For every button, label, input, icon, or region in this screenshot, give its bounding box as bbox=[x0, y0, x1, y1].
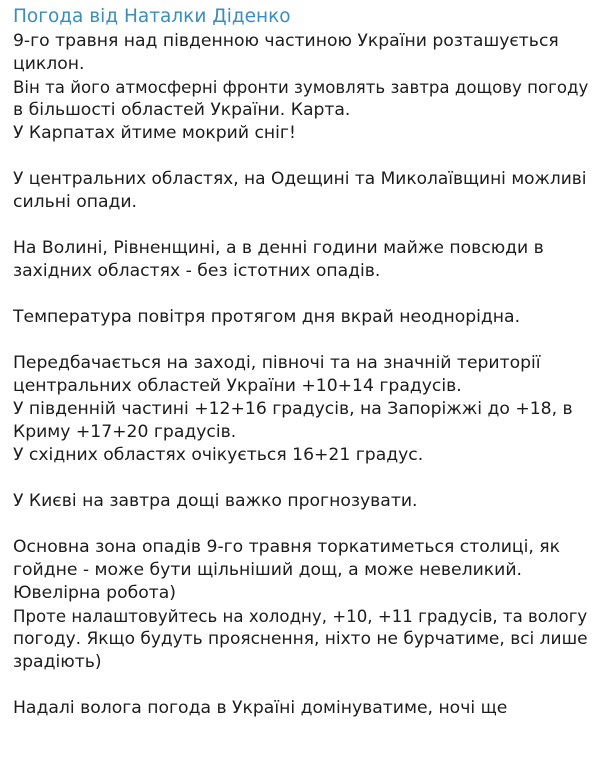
paragraph-gap bbox=[13, 214, 588, 237]
paragraph bbox=[13, 30, 588, 145]
paragraph-gap bbox=[13, 283, 588, 306]
text-line: 9-го травня над південною частиною України розташується bbox=[13, 31, 559, 51]
paragraph-gap bbox=[13, 329, 588, 352]
text-line: сильні опади. bbox=[13, 192, 138, 212]
paragraph bbox=[13, 352, 588, 467]
text-line: центральних областей України +10+14 градусів. bbox=[13, 376, 462, 396]
text-line: У Києві на завтра дощі важко прогнозувати. bbox=[13, 491, 418, 511]
channel-name-link[interactable]: Погода від Наталки Діденко bbox=[13, 6, 291, 27]
text-line: Він та його атмосферні фронти зумовлять завтра дощову погоду bbox=[13, 78, 589, 97]
text-line: західних областях - без істотних опадів. bbox=[13, 261, 381, 281]
text-line: Передбачається на заході, півночі та на значній території bbox=[13, 353, 541, 373]
paragraph bbox=[13, 697, 588, 720]
text-line: У південній частині +12+16 градусів, на Запоріжжі до +18, в bbox=[13, 399, 573, 419]
text-line: Проте налаштовуйтесь на холодну, +10, +11 градусів, та вологу bbox=[13, 607, 588, 626]
paragraph bbox=[13, 168, 588, 214]
text-line: циклон. bbox=[13, 54, 85, 74]
paragraph-gap bbox=[13, 674, 588, 697]
paragraph bbox=[13, 237, 588, 283]
paragraph bbox=[13, 306, 588, 329]
text-line: Температура повітря протягом дня вкрай неоднорідна. bbox=[13, 307, 521, 327]
text-line: гойдне - може бути щільніший дощ, а може невеликий. bbox=[13, 560, 522, 580]
text-line: в більшості областей України. Карта. bbox=[13, 100, 351, 120]
paragraph-gap bbox=[13, 467, 588, 490]
text-line: Криму +17+20 градусів. bbox=[13, 422, 237, 442]
text-line: Надалі волога погода в Україні домінуватиме, ночі ще bbox=[13, 698, 508, 718]
paragraph-gap bbox=[13, 145, 588, 168]
text-line: погоду. Якщо будуть прояснення, ніхто не бурчатиме, всі лише bbox=[13, 629, 588, 649]
text-line: Ювелірна робота) bbox=[13, 583, 176, 603]
text-line: зрадіють) bbox=[13, 652, 102, 672]
text-line: На Волині, Рівненщині, а в денні години майже повсюди в bbox=[13, 238, 544, 258]
message-text bbox=[13, 30, 588, 720]
text-line: Основна зона опадів 9-го травня торкатиметься столиці, як bbox=[13, 537, 561, 557]
paragraph bbox=[13, 490, 588, 513]
text-line: У Карпатах йтиме мокрий сніг! bbox=[13, 123, 296, 143]
paragraph-gap bbox=[13, 513, 588, 536]
text-line: У східних областях очікується 16+21 градус. bbox=[13, 445, 424, 465]
text-line: У центральних областях, на Одещині та Миколаївщині можливі bbox=[13, 169, 587, 189]
paragraph bbox=[13, 536, 588, 674]
